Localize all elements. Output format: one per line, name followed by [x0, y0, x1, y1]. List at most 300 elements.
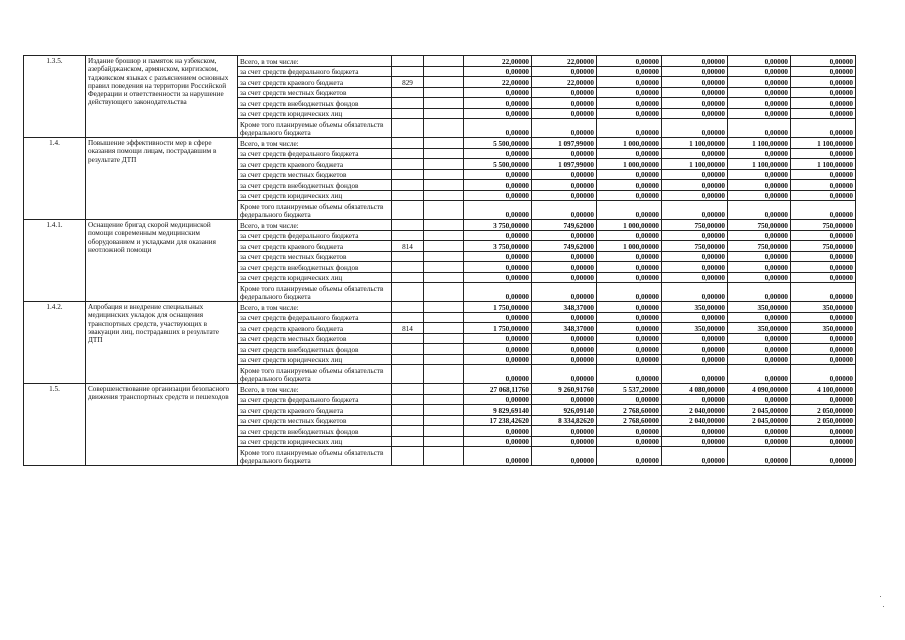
amount-cell: 5 500,00000: [464, 159, 532, 170]
amount-cell: 0,00000: [791, 56, 856, 67]
amount-cell: 1 100,00000: [728, 138, 791, 149]
amount-cell: 0,00000: [728, 169, 791, 180]
amount-cell: 350,00000: [728, 302, 791, 313]
funding-source: за счет средств краевого бюджета: [238, 323, 392, 334]
funding-source: за счет средств юридических лиц: [238, 272, 392, 283]
amount-cell: 0,00000: [662, 87, 728, 98]
amount-cell: 1 750,00000: [464, 302, 532, 313]
amount-cell: 0,00000: [532, 436, 597, 447]
amount-cell: 3 750,00000: [464, 220, 532, 231]
table-row: [24, 138, 856, 149]
amount-cell: 0,00000: [532, 272, 597, 283]
amount-cell: 0,00000: [464, 312, 532, 323]
funding-source: за счет средств федерального бюджета: [238, 394, 392, 405]
amount-cell: 0,00000: [597, 283, 662, 302]
amount-cell: 0,00000: [662, 201, 728, 220]
budget-code: [392, 230, 424, 241]
funding-source: за счет средств местных бюджетов: [238, 333, 392, 344]
amount-cell: 0,00000: [532, 333, 597, 344]
funding-source: Кроме того планируемые объемы обязательств федерального бюджета: [238, 119, 392, 138]
amount-cell: 2 045,00000: [728, 415, 791, 426]
budget-code: [392, 447, 424, 466]
amount-cell: 350,00000: [728, 323, 791, 334]
empty-cell: [424, 354, 464, 365]
amount-cell: 0,00000: [791, 283, 856, 302]
amount-cell: 0,00000: [662, 354, 728, 365]
amount-cell: 17 238,42620: [464, 415, 532, 426]
amount-cell: 0,00000: [597, 77, 662, 88]
amount-cell: 0,00000: [532, 169, 597, 180]
budget-table: [23, 55, 856, 466]
amount-cell: 0,00000: [662, 66, 728, 77]
budget-code: [392, 283, 424, 302]
amount-cell: 348,37000: [532, 323, 597, 334]
funding-source: за счет средств федерального бюджета: [238, 230, 392, 241]
empty-cell: [424, 180, 464, 191]
amount-cell: 0,00000: [728, 344, 791, 355]
budget-code: [392, 384, 424, 395]
funding-source: Всего, в том числе:: [238, 56, 392, 67]
amount-cell: 0,00000: [728, 87, 791, 98]
empty-cell: [424, 447, 464, 466]
amount-cell: 0,00000: [728, 66, 791, 77]
amount-cell: 0,00000: [464, 394, 532, 405]
amount-cell: 0,00000: [662, 119, 728, 138]
amount-cell: 1 100,00000: [662, 138, 728, 149]
empty-cell: [424, 201, 464, 220]
funding-source: за счет средств краевого бюджета: [238, 77, 392, 88]
amount-cell: 0,00000: [791, 180, 856, 191]
budget-code: [392, 148, 424, 159]
amount-cell: 0,00000: [791, 394, 856, 405]
budget-code: 829: [392, 77, 424, 88]
amount-cell: 0,00000: [662, 180, 728, 191]
empty-cell: [424, 365, 464, 384]
amount-cell: 0,00000: [464, 201, 532, 220]
amount-cell: 0,00000: [597, 344, 662, 355]
amount-cell: 1 097,99000: [532, 159, 597, 170]
funding-source: за счет средств федерального бюджета: [238, 66, 392, 77]
empty-cell: [424, 119, 464, 138]
amount-cell: 22,00000: [532, 56, 597, 67]
amount-cell: 0,00000: [791, 251, 856, 262]
amount-cell: 0,00000: [532, 251, 597, 262]
budget-code: [392, 426, 424, 437]
table-row: [24, 220, 856, 231]
amount-cell: 0,00000: [662, 436, 728, 447]
budget-code: [392, 365, 424, 384]
amount-cell: 0,00000: [464, 108, 532, 119]
budget-code: [392, 415, 424, 426]
scan-speck: [883, 606, 884, 607]
item-name: Совершенствование организации безопасного движения транспортных средств и пешеходов: [86, 384, 238, 466]
amount-cell: 0,00000: [728, 230, 791, 241]
amount-cell: 0,00000: [597, 426, 662, 437]
amount-cell: 1 100,00000: [791, 159, 856, 170]
amount-cell: 0,00000: [662, 98, 728, 109]
amount-cell: 9 829,69140: [464, 405, 532, 416]
amount-cell: 0,00000: [662, 426, 728, 437]
amount-cell: 1 750,00000: [464, 323, 532, 334]
amount-cell: 0,00000: [662, 272, 728, 283]
funding-source: за счет средств федерального бюджета: [238, 312, 392, 323]
budget-code: [392, 138, 424, 149]
empty-cell: [424, 56, 464, 67]
amount-cell: 0,00000: [791, 169, 856, 180]
empty-cell: [424, 302, 464, 313]
amount-cell: 1 000,00000: [597, 220, 662, 231]
empty-cell: [424, 87, 464, 98]
amount-cell: 0,00000: [597, 251, 662, 262]
amount-cell: 350,00000: [662, 323, 728, 334]
amount-cell: 0,00000: [597, 447, 662, 466]
amount-cell: 0,00000: [791, 272, 856, 283]
amount-cell: 4 100,00000: [791, 384, 856, 395]
item-number: 1.3.5.: [24, 56, 86, 138]
budget-code: [392, 436, 424, 447]
funding-source: за счет средств федерального бюджета: [238, 148, 392, 159]
empty-cell: [424, 251, 464, 262]
amount-cell: 0,00000: [532, 190, 597, 201]
amount-cell: 0,00000: [791, 354, 856, 365]
amount-cell: 0,00000: [791, 333, 856, 344]
amount-cell: 0,00000: [597, 190, 662, 201]
funding-source: Всего, в том числе:: [238, 302, 392, 313]
amount-cell: 350,00000: [791, 323, 856, 334]
amount-cell: 2 040,00000: [662, 405, 728, 416]
amount-cell: 350,00000: [662, 302, 728, 313]
empty-cell: [424, 333, 464, 344]
amount-cell: 750,00000: [728, 241, 791, 252]
amount-cell: 749,62000: [532, 241, 597, 252]
amount-cell: 0,00000: [464, 148, 532, 159]
amount-cell: 2 040,00000: [662, 415, 728, 426]
amount-cell: 0,00000: [728, 262, 791, 273]
amount-cell: 0,00000: [791, 230, 856, 241]
amount-cell: 750,00000: [791, 241, 856, 252]
budget-code: [392, 190, 424, 201]
empty-cell: [424, 77, 464, 88]
amount-cell: 0,00000: [532, 66, 597, 77]
empty-cell: [424, 169, 464, 180]
table-row: [24, 56, 856, 67]
funding-source: за счет средств краевого бюджета: [238, 405, 392, 416]
amount-cell: 0,00000: [728, 119, 791, 138]
amount-cell: 1 097,99000: [532, 138, 597, 149]
amount-cell: 0,00000: [791, 312, 856, 323]
amount-cell: 750,00000: [791, 220, 856, 231]
amount-cell: 0,00000: [597, 148, 662, 159]
amount-cell: 0,00000: [791, 87, 856, 98]
budget-code: [392, 66, 424, 77]
empty-cell: [424, 344, 464, 355]
amount-cell: 0,00000: [791, 148, 856, 159]
funding-source: за счет средств местных бюджетов: [238, 415, 392, 426]
budget-code: [392, 56, 424, 67]
item-name: Оснащение бригад скорой медицинской помощи современным медицинским оборудованием и укладками для оказания неотложной помощи: [86, 220, 238, 302]
amount-cell: 2 768,60000: [597, 415, 662, 426]
amount-cell: 0,00000: [464, 333, 532, 344]
amount-cell: 0,00000: [597, 302, 662, 313]
amount-cell: 0,00000: [791, 119, 856, 138]
budget-code: [392, 344, 424, 355]
empty-cell: [424, 323, 464, 334]
amount-cell: 0,00000: [464, 87, 532, 98]
amount-cell: 0,00000: [532, 201, 597, 220]
amount-cell: 0,00000: [597, 365, 662, 384]
amount-cell: 0,00000: [662, 365, 728, 384]
amount-cell: 0,00000: [791, 426, 856, 437]
amount-cell: 0,00000: [728, 333, 791, 344]
amount-cell: 1 100,00000: [662, 159, 728, 170]
amount-cell: 2 050,00000: [791, 415, 856, 426]
amount-cell: 0,00000: [728, 426, 791, 437]
empty-cell: [424, 436, 464, 447]
empty-cell: [424, 220, 464, 231]
amount-cell: 22,00000: [464, 56, 532, 67]
funding-source: за счет средств краевого бюджета: [238, 159, 392, 170]
item-name: Апробация и внедрение специальных медицинских укладок для оснащения транспортных средств, участвующих в эвакуации лиц, пострадавших в результате ДТП: [86, 302, 238, 384]
amount-cell: 0,00000: [464, 354, 532, 365]
amount-cell: 0,00000: [597, 354, 662, 365]
amount-cell: 0,00000: [597, 87, 662, 98]
funding-source: за счет средств местных бюджетов: [238, 87, 392, 98]
funding-source: Кроме того планируемые объемы обязательств федерального бюджета: [238, 447, 392, 466]
amount-cell: 0,00000: [464, 272, 532, 283]
amount-cell: 0,00000: [662, 230, 728, 241]
budget-code: [392, 262, 424, 273]
amount-cell: 0,00000: [728, 98, 791, 109]
amount-cell: 0,00000: [532, 230, 597, 241]
amount-cell: 2 050,00000: [791, 405, 856, 416]
item-name: Издание брошюр и памяток на узбекском, азербайджанском, армянском, киргизском, таджикском языках с разъяснением основных правил поведения на территории Российской Федерации и ответственности за нарушение действующего законодательства: [86, 56, 238, 138]
funding-source: Всего, в том числе:: [238, 220, 392, 231]
funding-source: за счет средств юридических лиц: [238, 108, 392, 119]
amount-cell: 750,00000: [662, 220, 728, 231]
budget-code: [392, 405, 424, 416]
amount-cell: 3 750,00000: [464, 241, 532, 252]
amount-cell: 0,00000: [597, 333, 662, 344]
amount-cell: 0,00000: [464, 262, 532, 273]
amount-cell: 0,00000: [597, 323, 662, 334]
amount-cell: 0,00000: [728, 190, 791, 201]
funding-source: за счет средств юридических лиц: [238, 190, 392, 201]
funding-source: Всего, в том числе:: [238, 138, 392, 149]
empty-cell: [424, 272, 464, 283]
budget-code: [392, 108, 424, 119]
funding-source: за счет средств внебюджетных фондов: [238, 262, 392, 273]
amount-cell: 0,00000: [662, 344, 728, 355]
funding-source: за счет средств внебюджетных фондов: [238, 180, 392, 191]
amount-cell: 0,00000: [791, 190, 856, 201]
amount-cell: 0,00000: [464, 251, 532, 262]
amount-cell: 0,00000: [532, 312, 597, 323]
amount-cell: 0,00000: [728, 148, 791, 159]
amount-cell: 0,00000: [464, 365, 532, 384]
amount-cell: 0,00000: [728, 272, 791, 283]
amount-cell: 0,00000: [532, 262, 597, 273]
amount-cell: 0,00000: [791, 201, 856, 220]
amount-cell: 750,00000: [662, 241, 728, 252]
funding-source: за счет средств внебюджетных фондов: [238, 344, 392, 355]
amount-cell: 0,00000: [728, 436, 791, 447]
amount-cell: 750,00000: [728, 220, 791, 231]
budget-code: [392, 312, 424, 323]
funding-source: Кроме того планируемые объемы обязательств федерального бюджета: [238, 201, 392, 220]
amount-cell: 0,00000: [532, 119, 597, 138]
amount-cell: 0,00000: [728, 56, 791, 67]
amount-cell: 0,00000: [597, 262, 662, 273]
empty-cell: [424, 312, 464, 323]
empty-cell: [424, 190, 464, 201]
amount-cell: 0,00000: [728, 354, 791, 365]
budget-code: [392, 251, 424, 262]
amount-cell: 926,09140: [532, 405, 597, 416]
amount-cell: 0,00000: [791, 66, 856, 77]
amount-cell: 1 000,00000: [597, 241, 662, 252]
funding-source: Кроме того планируемые объемы обязательств федерального бюджета: [238, 365, 392, 384]
amount-cell: 0,00000: [597, 180, 662, 191]
funding-source: за счет средств внебюджетных фондов: [238, 98, 392, 109]
empty-cell: [424, 415, 464, 426]
budget-code: [392, 394, 424, 405]
amount-cell: 0,00000: [662, 108, 728, 119]
amount-cell: 8 334,82620: [532, 415, 597, 426]
budget-code: [392, 87, 424, 98]
empty-cell: [424, 262, 464, 273]
empty-cell: [424, 241, 464, 252]
amount-cell: 0,00000: [532, 87, 597, 98]
amount-cell: 0,00000: [532, 447, 597, 466]
amount-cell: 1 000,00000: [597, 159, 662, 170]
amount-cell: 0,00000: [728, 365, 791, 384]
amount-cell: 0,00000: [532, 148, 597, 159]
amount-cell: 0,00000: [662, 447, 728, 466]
amount-cell: 0,00000: [662, 77, 728, 88]
amount-cell: 0,00000: [464, 230, 532, 241]
funding-source: за счет средств юридических лиц: [238, 436, 392, 447]
amount-cell: 0,00000: [532, 365, 597, 384]
amount-cell: 0,00000: [464, 436, 532, 447]
empty-cell: [424, 108, 464, 119]
amount-cell: 0,00000: [728, 283, 791, 302]
amount-cell: 0,00000: [597, 56, 662, 67]
amount-cell: 0,00000: [662, 148, 728, 159]
amount-cell: 0,00000: [662, 190, 728, 201]
amount-cell: 0,00000: [791, 98, 856, 109]
amount-cell: 0,00000: [597, 436, 662, 447]
amount-cell: 0,00000: [791, 447, 856, 466]
amount-cell: 0,00000: [464, 426, 532, 437]
amount-cell: 1 000,00000: [597, 138, 662, 149]
amount-cell: 0,00000: [597, 169, 662, 180]
amount-cell: 0,00000: [597, 98, 662, 109]
amount-cell: 0,00000: [791, 262, 856, 273]
amount-cell: 0,00000: [464, 180, 532, 191]
amount-cell: 0,00000: [464, 169, 532, 180]
empty-cell: [424, 138, 464, 149]
amount-cell: 22,00000: [464, 77, 532, 88]
empty-cell: [424, 394, 464, 405]
budget-code: [392, 159, 424, 170]
empty-cell: [424, 283, 464, 302]
amount-cell: 27 068,11760: [464, 384, 532, 395]
amount-cell: 0,00000: [532, 426, 597, 437]
table-row: [24, 302, 856, 313]
funding-source: за счет средств краевого бюджета: [238, 241, 392, 252]
amount-cell: 0,00000: [791, 77, 856, 88]
amount-cell: 0,00000: [728, 251, 791, 262]
amount-cell: 0,00000: [662, 283, 728, 302]
amount-cell: 0,00000: [662, 56, 728, 67]
empty-cell: [424, 148, 464, 159]
funding-source: за счет средств юридических лиц: [238, 354, 392, 365]
amount-cell: 0,00000: [532, 394, 597, 405]
amount-cell: 0,00000: [464, 190, 532, 201]
amount-cell: 0,00000: [464, 66, 532, 77]
amount-cell: 0,00000: [597, 66, 662, 77]
amount-cell: 0,00000: [662, 262, 728, 273]
funding-source: за счет средств местных бюджетов: [238, 169, 392, 180]
item-name: Повышение эффективности мер в сфере оказания помощи лицам, пострадавшим в результате ДТП: [86, 138, 238, 220]
amount-cell: 2 768,60000: [597, 405, 662, 416]
amount-cell: 0,00000: [464, 344, 532, 355]
amount-cell: 1 100,00000: [791, 138, 856, 149]
amount-cell: 348,37000: [532, 302, 597, 313]
item-number: 1.4.1.: [24, 220, 86, 302]
amount-cell: 2 045,00000: [728, 405, 791, 416]
amount-cell: 0,00000: [791, 108, 856, 119]
amount-cell: 0,00000: [728, 394, 791, 405]
amount-cell: 0,00000: [464, 283, 532, 302]
amount-cell: 0,00000: [597, 201, 662, 220]
amount-cell: 9 260,91760: [532, 384, 597, 395]
amount-cell: 0,00000: [597, 312, 662, 323]
amount-cell: 0,00000: [464, 119, 532, 138]
budget-code: [392, 180, 424, 191]
budget-code: [392, 272, 424, 283]
amount-cell: 0,00000: [597, 108, 662, 119]
amount-cell: 350,00000: [791, 302, 856, 313]
amount-cell: 0,00000: [532, 354, 597, 365]
amount-cell: 0,00000: [597, 272, 662, 283]
amount-cell: 0,00000: [728, 77, 791, 88]
amount-cell: 0,00000: [791, 344, 856, 355]
amount-cell: 0,00000: [728, 312, 791, 323]
amount-cell: 0,00000: [662, 394, 728, 405]
amount-cell: 4 090,00000: [728, 384, 791, 395]
amount-cell: 22,00000: [532, 77, 597, 88]
amount-cell: 0,00000: [464, 98, 532, 109]
funding-source: за счет средств местных бюджетов: [238, 251, 392, 262]
funding-source: за счет средств внебюджетных фондов: [238, 426, 392, 437]
amount-cell: 0,00000: [532, 283, 597, 302]
budget-code: [392, 169, 424, 180]
amount-cell: 0,00000: [597, 394, 662, 405]
empty-cell: [424, 159, 464, 170]
empty-cell: [424, 384, 464, 395]
amount-cell: 0,00000: [728, 201, 791, 220]
amount-cell: 0,00000: [532, 180, 597, 191]
budget-code: [392, 220, 424, 231]
budget-code: [392, 354, 424, 365]
budget-code: 814: [392, 323, 424, 334]
amount-cell: 1 100,00000: [728, 159, 791, 170]
empty-cell: [424, 426, 464, 437]
amount-cell: 5 500,00000: [464, 138, 532, 149]
empty-cell: [424, 98, 464, 109]
empty-cell: [424, 230, 464, 241]
